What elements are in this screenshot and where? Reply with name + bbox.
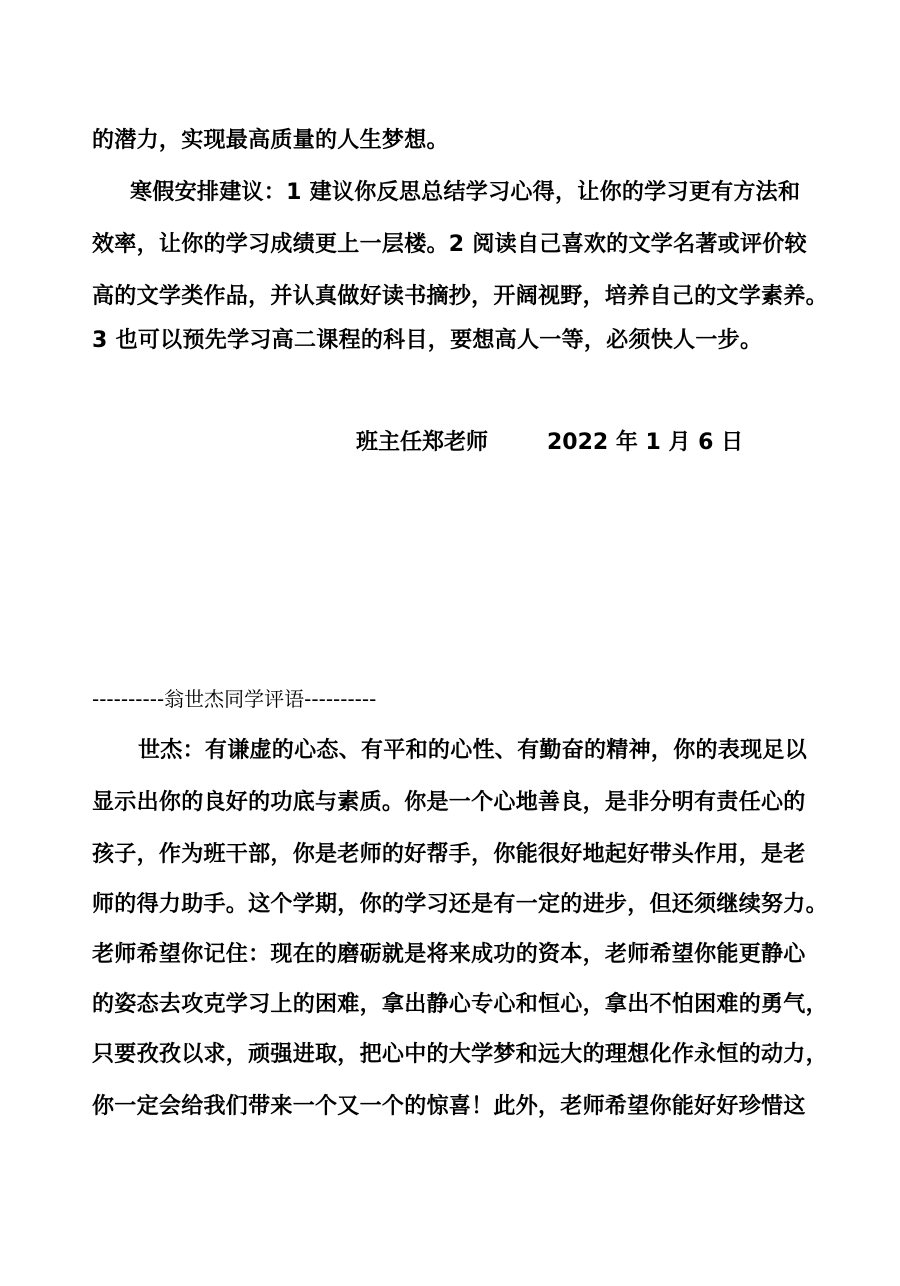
section-divider-title: ----------翁世杰同学评语----------	[92, 687, 377, 711]
paragraph-line: 孩子，作为班干部，你是老师的好帮手，你能很好地起好带头作用，是老	[92, 842, 806, 867]
paragraph-line: 高的文学类作品，并认真做好读书摘抄，开阔视野，培养自己的文学素养。	[92, 284, 828, 309]
paragraph-line: 世杰：有谦虚的心态、有平和的心性、有勤奋的精神，你的表现足以	[138, 738, 808, 763]
paragraph-line: 的潜力，实现最高质量的人生梦想。	[92, 128, 449, 153]
paragraph-line: 寒假安排建议：1 建议你反思总结学习心得，让你的学习更有方法和	[130, 180, 801, 205]
paragraph-line: 效率，让你的学习成绩更上一层楼。2 阅读自己喜欢的文学名著或评价较	[92, 232, 807, 257]
paragraph-line: 只要孜孜以求，顽强进取，把心中的大学梦和远大的理想化作永恒的动力，	[92, 1042, 828, 1067]
paragraph-line: 师的得力助手。这个学期，你的学习还是有一定的进步，但还须继续努力。	[92, 892, 828, 917]
paragraph-line: 你一定会给我们带来一个又一个的惊喜！此外，老师希望你能好好珍惜这	[92, 1094, 806, 1119]
paragraph-line: 的姿态去攻克学习上的困难，拿出静心专心和恒心，拿出不怕困难的勇气，	[92, 992, 828, 1017]
paragraph-line: 显示出你的良好的功底与素质。你是一个心地善良，是非分明有责任心的	[92, 790, 806, 815]
signature-date: 2022 年 1 月 6 日	[547, 430, 744, 455]
paragraph-line: 3 也可以预先学习高二课程的科目，要想高人一等，必须快人一步。	[92, 328, 763, 353]
paragraph-line: 老师希望你记住：现在的磨砺就是将来成功的资本，老师希望你能更静心	[92, 942, 806, 967]
signature-teacher: 班主任郑老师	[356, 430, 489, 455]
